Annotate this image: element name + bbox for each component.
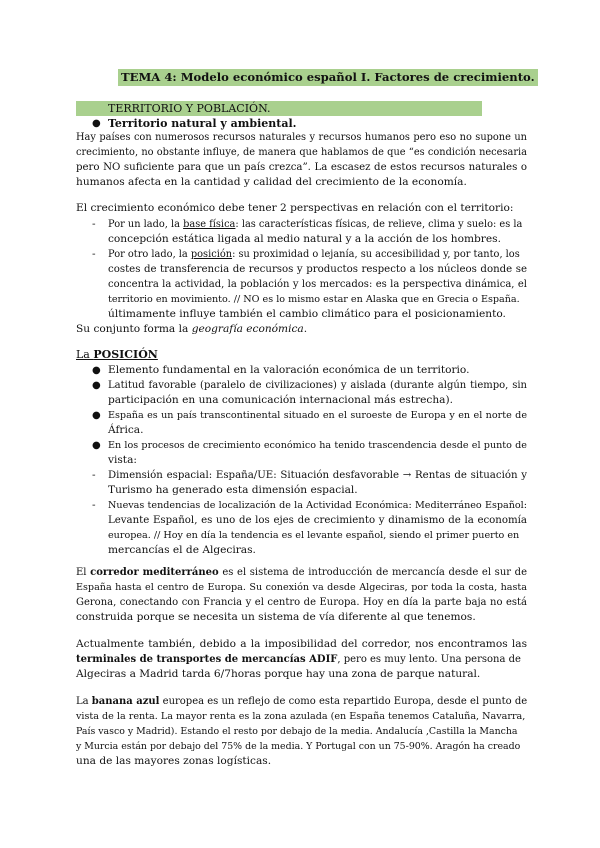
- posicion-item-2-line-2: participación en una comunicación internacional más estrecha).: [108, 394, 454, 406]
- posicion-heading: La POSICIÓN: [76, 348, 158, 361]
- bullet-icon: ●: [92, 440, 101, 451]
- posicion-dash-2-line-2: Levante Español, es uno de los ejes de crecimiento y dinamismo de la economía: [108, 515, 527, 526]
- posicion-dash-1-line-1: Dimensión espacial: España/UE: Situación desfavorable → Rentas de situación y: [108, 470, 527, 481]
- persp2-line-3: concentra la actividad, la población y los mercados: es la perspectiva dinámica, el: [108, 279, 527, 290]
- conjunto-line: Su conjunto forma la geografía económica.: [76, 323, 308, 335]
- persp1-line-2: concepción estática ligada al medio natural y a la acción de los hombres.: [108, 233, 501, 245]
- section-label: TERRITORIO Y POBLACIÓN.: [108, 102, 271, 115]
- posicion-item-2-line-1: Latitud favorable (paralelo de civilizaciones) y aislada (durante algún tiempo, sin: [108, 380, 527, 391]
- intro-line-3: pero NO suficiente para que un país crezca”. La escasez de estos recursos naturales o: [76, 162, 527, 173]
- corredor-line-4: construida porque se necesita un sistema de vía diferente al que tenemos.: [76, 611, 476, 623]
- term-posicion: posición: [190, 249, 233, 260]
- persp1-line-1: Por un lado, la base física: las características físicas, de relieve, clima y suelo: es la: [108, 219, 523, 230]
- persp2-line-5: últimamente influye también el cambio climático para el posicionamiento.: [108, 308, 506, 320]
- persp2-line-1: Por otro lado, la posición: su proximidad o lejanía, su accesibilidad y, por tanto, los: [108, 249, 520, 260]
- bullet-icon: ●: [92, 380, 101, 391]
- posicion-item-1: Elemento fundamental en la valoración económica de un territorio.: [108, 364, 470, 376]
- bullet-icon: ●: [92, 118, 101, 129]
- posicion-dash-1-line-2: Turismo ha generado esta dimensión espacial.: [108, 484, 358, 496]
- corredor-line-3: Gerona, conectando con Francia y el centro de Europa. Hoy en día la parte baja no está: [76, 597, 527, 608]
- perspectives-intro: El crecimiento económico debe tener 2 perspectivas en relación con el territorio:: [76, 202, 514, 214]
- dash-marker: -: [92, 499, 96, 511]
- subsection-heading: Territorio natural y ambiental.: [108, 117, 297, 130]
- adif-line-3: Algeciras a Madrid tarda 6/7horas porque hay una zona de parque natural.: [76, 668, 481, 680]
- intro-line-2: crecimiento, no obstante influye, de manera que hablamos de que “es condición necesaria: [76, 147, 527, 158]
- banana-line-4: y Murcia están por debajo del 75% de la media. Y Portugal con un 75-90%. Aragón ha creado: [76, 741, 521, 752]
- corredor-line-2: España hasta el centro de Europa. Su conexión va desde Algeciras, por toda la costa, hasta: [76, 582, 527, 593]
- posicion-item-3-line-1: España es un país transcontinental situado en el suroeste de Europa y en el norte de: [108, 410, 527, 421]
- intro-line-4: humanos afecta en la cantidad y calidad del crecimiento de la economía.: [76, 176, 467, 188]
- adif-line-2: terminales de transportes de mercancías ADIF, pero es muy lento. Una persona de: [76, 654, 521, 665]
- dash-marker: -: [92, 218, 96, 230]
- posicion-item-4-line-2: vista:: [108, 454, 137, 466]
- persp2-line-4: territorio en movimiento. // NO es lo mismo estar en Alaska que en Grecia o España.: [108, 294, 520, 305]
- corredor-line-1: El corredor mediterráneo es el sistema de introducción de mercancía desde el sur de: [76, 567, 527, 578]
- posicion-item-4-line-1: En los procesos de crecimiento económico ha tenido trascendencia desde el punto de: [108, 440, 527, 451]
- banana-line-5: una de las mayores zonas logísticas.: [76, 755, 272, 767]
- bullet-icon: ●: [92, 410, 101, 421]
- bullet-icon: ●: [92, 365, 101, 376]
- banana-line-3: País vasco y Madrid). Estando el resto por debajo de la media. Andalucía ,Castilla la Mancha: [76, 726, 518, 737]
- posicion-item-3-line-2: África.: [108, 424, 144, 436]
- posicion-dash-2-line-3: europea. // Hoy en día la tendencia es el levante español, siendo el primer puerto en: [108, 530, 520, 541]
- banana-line-2: vista de la renta. La mayor renta es la zona azulada (en España tenemos Cataluña, Navarra,: [76, 711, 526, 722]
- intro-line-1: Hay países con numerosos recursos naturales y recursos humanos pero eso no supone un: [76, 132, 527, 143]
- dash-marker: -: [92, 469, 96, 481]
- page-title: TEMA 4: Modelo económico español I. Factores de crecimiento.: [118, 69, 538, 86]
- persp2-line-2: costes de transferencia de recursos y productos respecto a los núcleos donde se: [108, 264, 527, 275]
- banana-line-1: La banana azul europea es un reflejo de como esta repartido Europa, desde el punto de: [76, 696, 527, 707]
- dash-marker: -: [92, 248, 96, 260]
- term-base-fisica: base física: [183, 219, 236, 230]
- posicion-dash-2-line-4: mercancías el de Algeciras.: [108, 544, 256, 556]
- adif-line-1: Actualmente también, debido a la imposibilidad del corredor, nos encontramos las: [76, 638, 527, 650]
- posicion-dash-2-line-1: Nuevas tendencias de localización de la Actividad Económica: Mediterráneo Español:: [108, 500, 527, 511]
